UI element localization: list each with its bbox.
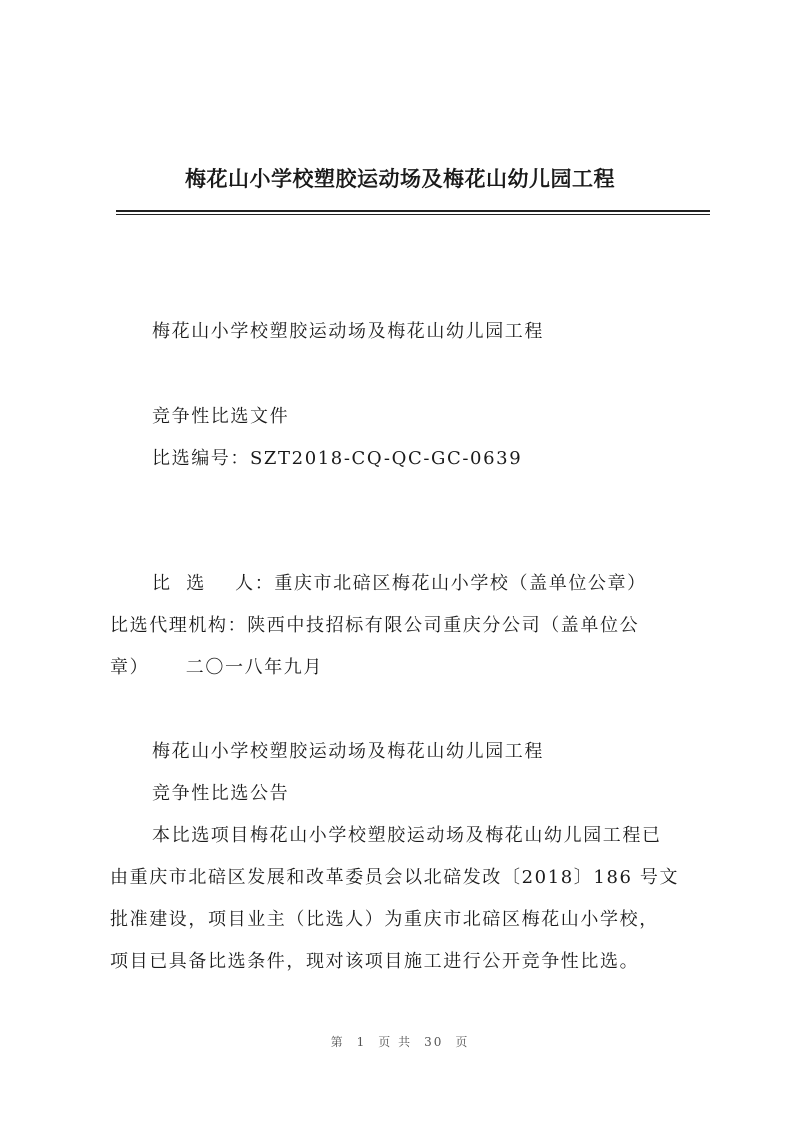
page-header-title: 梅花山小学校塑胶运动场及梅花山幼儿园工程 (185, 166, 615, 191)
notice-body-line: 本比选项目梅花山小学校塑胶运动场及梅花山幼儿园工程已 (152, 825, 662, 846)
notice-body-line: 批准建设，项目业主（比选人）为重庆市北碚区梅花山小学校， (110, 909, 659, 930)
notice-title: 竞争性比选公告 (152, 783, 290, 804)
footer-suffix: 页 (455, 1035, 470, 1049)
notice-body-line: 由重庆市北碚区发展和改革委员会以北碚发改〔2018〕186 号文 (110, 867, 680, 888)
page-footer (0, 1033, 800, 1050)
footer-page-total: 30 (424, 1035, 444, 1049)
footer-prefix: 第 (330, 1035, 345, 1049)
header-divider-thin (116, 214, 710, 215)
cover-purchaser: 比 选 人：重庆市北碚区梅花山小学校（盖单位公章） (152, 573, 647, 594)
cover-agent: 比选代理机构：陕西中技招标有限公司重庆分公司（盖单位公 (110, 615, 640, 636)
footer-page-number: 1 (356, 1035, 367, 1049)
notice-body-line: 项目已具备比选条件，现对该项目施工进行公开竞争性比选。 (110, 951, 640, 972)
cover-number: 比选编号：SZT2018-CQ-QC-GC-0639 (152, 448, 523, 469)
header-divider (116, 210, 710, 212)
cover-doc-type: 竞争性比选文件 (152, 406, 290, 427)
footer-mid: 页 共 (378, 1035, 413, 1049)
notice-project-name: 梅花山小学校塑胶运动场及梅花山幼儿园工程 (152, 741, 544, 762)
cover-date: 章） 二〇一八年九月 (110, 657, 324, 678)
cover-project-name: 梅花山小学校塑胶运动场及梅花山幼儿园工程 (152, 321, 544, 342)
